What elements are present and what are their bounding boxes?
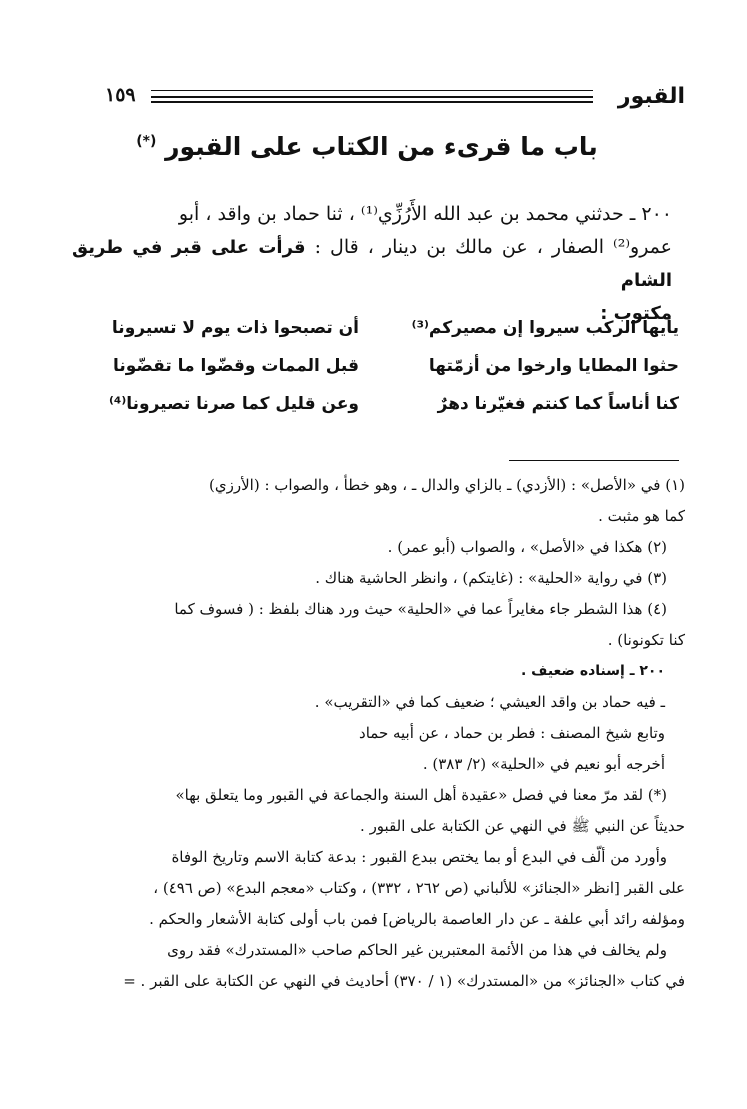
- chapter-title-text: باب ما قرىء من الكتاب على القبور: [165, 132, 598, 161]
- star-note-line: وأورد من ألّف في البدع أو بما يختص ببدع القبور : بدعة كتابة الاسم وتاريخ الوفاة: [171, 848, 667, 866]
- star-note-line: حديثاً عن النبي ﷺ في النهي عن الكتابة على القبور .: [360, 817, 685, 835]
- chapter-footnote-marker: (*): [136, 133, 157, 150]
- hadith-text: [72, 198, 672, 330]
- header-rule-thin: [151, 90, 593, 91]
- verse-first-hemistich: حثوا المطايا وارخوا من أزمّتها: [428, 356, 679, 376]
- footnote-4-cont: كنا تكونونا) .: [607, 631, 685, 649]
- poem-verse: [69, 356, 679, 394]
- footnote-separator: [509, 460, 679, 461]
- running-header: [105, 80, 685, 114]
- footnotes: [59, 470, 685, 997]
- footnote-4: (٤) هذا الشطر جاء مغايراً عما في «الحلية» حيث ورد هناك بلفظ : ( فسوف كما: [174, 600, 667, 618]
- star-note-line: ومؤلفه رائد أبي علفة ـ عن دار العاصمة بالرياض] فمن باب أولى كتابة الأشعار والحكم .: [149, 910, 685, 928]
- hadith-line-2-bold: قرأت على قبر في طريق الشام: [72, 237, 672, 291]
- takhrij-line: وتابع شيخ المصنف : فطر بن حماد ، عن أبيه حماد: [359, 724, 665, 742]
- star-note: (*) لقد مرّ معنا في فصل «عقيدة أهل السنة والجماعة في القبور وما يتعلق بها»: [175, 786, 667, 804]
- hadith-line-2: [72, 231, 672, 297]
- poem: [69, 318, 679, 432]
- star-note-line: على القبر [انظر «الجنائز» للألباني (ص ٢٦٢ ، ٣٣٢) ، وكتاب «معجم البدع» (ص ٤٩٦) ،: [153, 879, 685, 897]
- verse-first-hemistich: يأيها الركب سيروا إن مصيركم⁽³⁾: [411, 318, 679, 338]
- verse-second-hemistich: قبل الممات وقضّوا ما تقضّونا: [112, 356, 359, 376]
- header-rule-thick: [151, 101, 593, 103]
- hadith-line-2-plain: عمرو⁽²⁾ الصفار ، عن مالك بن دينار ، قال :: [305, 236, 673, 258]
- verse-second-hemistich: أن تصبحوا ذات يوم لا تسيرونا: [111, 318, 359, 338]
- takhrij-heading: ٢٠٠ ـ إسناده ضعيف .: [520, 663, 665, 679]
- poem-verse: [69, 394, 679, 432]
- verse-second-hemistich: وعن قليل كما صرنا تصيرونا⁽⁴⁾: [108, 394, 359, 414]
- hadith-line-1: ٢٠٠ ـ حدثني محمد بن عبد الله الأَرُزِّي⁽¹⁾ ، ثنا حماد بن واقد ، أبو: [178, 203, 672, 225]
- footnote-2: (٢) هكذا في «الأصل» ، والصواب (أبو عمر) .: [387, 538, 667, 556]
- footnote-1: (١) في «الأصل» : (الأزدي) ـ بالزاي والدال ـ ، وهو خطأ ، والصواب : (الأرزي): [209, 476, 685, 494]
- header-rule: [151, 96, 593, 98]
- takhrij-line: ـ فيه حماد بن واقد العيشي ؛ ضعيف كما في «التقريب» .: [314, 693, 665, 711]
- star-note-line: في كتاب «الجنائز» من «المستدرك» (١ / ٣٧٠) أحاديث في النهي عن الكتابة على القبر . =: [123, 972, 685, 990]
- chapter-title: [107, 132, 627, 161]
- star-note-line: ولم يخالف في هذا من الأئمة المعتبرين غير الحاكم صاحب «المستدرك» فقد روى: [167, 941, 667, 959]
- page-number: ١٥٩: [105, 84, 136, 106]
- header-title: القبور: [617, 84, 685, 109]
- takhrij-line: أخرجه أبو نعيم في «الحلية» (٢/ ٣٨٣) .: [422, 755, 665, 773]
- hadith-line-3: مكتوب :: [600, 303, 672, 324]
- poem-verse: [69, 318, 679, 356]
- footnote-1-cont: كما هو مثبت .: [598, 507, 685, 525]
- verse-first-hemistich: كنا أناساً كما كنتم فغيّرنا دهرٌ: [437, 394, 679, 414]
- footnote-3: (٣) في رواية «الحلية» : (غايتكم) ، وانظر الحاشية هناك .: [315, 569, 667, 587]
